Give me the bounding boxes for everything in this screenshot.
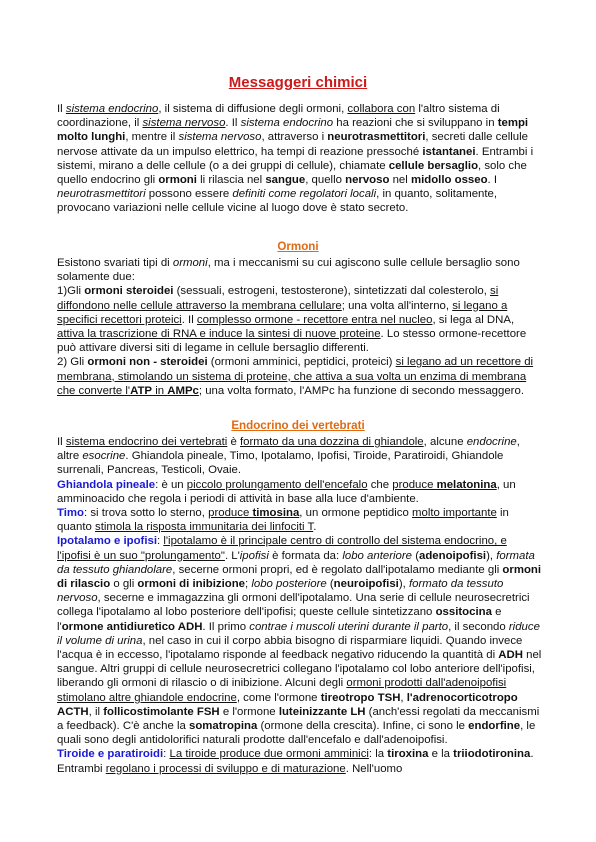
- text: Esistono svariati tipi di: [57, 257, 173, 269]
- text: ),: [486, 549, 497, 562]
- term: ossitocina: [435, 606, 492, 619]
- term: neuroipofisi: [333, 578, 399, 591]
- intro-paragraph: [57, 102, 543, 216]
- term: esocrine: [82, 450, 126, 463]
- term: ormoni di rilascio: [57, 563, 542, 591]
- term: midollo osseo: [410, 174, 488, 187]
- ormoni-section: [57, 256, 543, 398]
- text: (sessuali, estrogeni, testosterone), sintetizzati dal colesterolo,: [173, 285, 491, 298]
- gland-label: Ipotalamo e ipofisi: [57, 535, 157, 548]
- term: endocrine: [466, 436, 517, 448]
- text: , le quali sono degli antidolorifici naturali prodotte dall'encefalo e dall'adenoipofisi.: [57, 720, 536, 747]
- text: li rilascia nel: [196, 174, 266, 187]
- term: timosina: [252, 507, 300, 520]
- text: , in quanto, solitamente, provocano variazioni nelle cellule vicine al luogo dove è stato secreto.: [57, 188, 498, 215]
- term: sistema endocrino: [65, 103, 159, 115]
- text: (ormone della crescita). Infine, ci sono le: [257, 720, 469, 733]
- text: Il: [57, 103, 66, 115]
- text: , un amminoacido che regola i periodi di attività in base alla luce d'ambiente.: [57, 478, 516, 505]
- text: 1)Gli: [57, 285, 85, 298]
- text: , secreti dalle cellule nervose attivate da un impulso elettrico, ha tempi di reazione pressoché: [57, 131, 528, 158]
- term: melatonina: [436, 478, 497, 491]
- term: l'adrenocorticotropo ACTH: [57, 691, 518, 718]
- text: : la: [368, 748, 388, 761]
- term: riduce il volume di urina: [57, 620, 540, 647]
- text: :: [157, 535, 164, 548]
- text: è formata da:: [268, 549, 343, 562]
- text: . Entrambi: [57, 748, 534, 775]
- gland-label: Timo: [57, 507, 85, 520]
- text: . Il primo: [202, 620, 250, 633]
- term: somatropina: [188, 720, 258, 733]
- text: , secerne ormoni propri, ed è regolato dall'ipotalamo mediante gli: [172, 563, 503, 576]
- text: :: [163, 748, 170, 761]
- text: e l': [57, 606, 502, 633]
- text: , secerne e immagazzina gli ormoni dell'ipotalamo. Una serie di cellule neurosecretrici collega l'ipotalamo al lobo posteriore dell'ipofisi; queste cellule sintetizzano: [57, 592, 530, 619]
- text: . Il: [225, 117, 241, 130]
- term: si diffondono nelle cellule attraverso la membrana cellulare: [57, 285, 499, 312]
- term: si legano ad un recettore di membrana, stimolando un sistema di proteine, che attiva a sua volta un enzima di membrana che converte l': [57, 356, 534, 397]
- text: nel: [389, 174, 411, 187]
- text: ),: [398, 578, 409, 591]
- term: formato da tessuto nervoso: [57, 578, 504, 605]
- timo-paragraph: [57, 506, 543, 534]
- term: sistema nervoso: [142, 117, 226, 130]
- text: ;: [245, 578, 252, 591]
- term: ormoni: [172, 257, 208, 269]
- term: ATP: [130, 384, 153, 397]
- endocrino-section: [57, 435, 543, 776]
- term: tiroxina: [387, 748, 429, 761]
- text: , mentre il: [125, 131, 179, 144]
- text: 2) Gli: [57, 356, 88, 369]
- term: sangue: [265, 174, 306, 187]
- text: , nel caso in cui il corpo abbia bisogno di risparmiare liquidi. Quando invece l'acqua è in eccesso, l'ipotalamo risponde al feedback negativo riducendo la quantità di: [57, 634, 523, 662]
- text: : è un: [155, 478, 187, 491]
- term: lobo anteriore: [342, 549, 413, 562]
- text: , alcune: [423, 436, 467, 448]
- text: e la: [428, 748, 454, 761]
- text: , solo che quello endocrino gli: [57, 159, 527, 187]
- term: regolano i processi di sviluppo e di maturazione: [105, 762, 346, 775]
- term: ormoni steroidei: [84, 285, 174, 298]
- term: ormoni prodotti dall'adenoipofisi stimolano altre ghiandole endocrine: [57, 677, 507, 704]
- term: endorfine: [468, 720, 521, 733]
- text: , il secondo: [448, 620, 509, 633]
- text: nel sangue. Altri gruppi di cellule neurosecretrici collegano l'ipotalamo col lobo anteriore dell'ipofisi, liberando gli ormoni di rilascio o di inibizione. Alcuni degli: [57, 649, 542, 690]
- term: formata da tessuto ghiandolare: [57, 549, 535, 576]
- term: triiodotironina: [453, 748, 531, 761]
- term: produce: [208, 507, 253, 520]
- term: adenoipofisi: [419, 549, 487, 562]
- term: attiva la trascrizione di RNA e induce la sintesi di nuove proteine: [57, 328, 381, 341]
- term: piccolo prolungamento dell'encefalo: [186, 478, 368, 491]
- term: ormone antidiuretico ADH: [61, 620, 203, 633]
- text: (ormoni amminici, peptidici, proteici): [207, 356, 396, 369]
- term: si legano a specifici recettori proteici: [57, 299, 508, 326]
- term: definiti come regolatori locali: [232, 188, 377, 201]
- text: . L': [224, 549, 240, 562]
- section-heading-ormoni: Ormoni: [277, 240, 319, 253]
- term: nervoso: [345, 174, 390, 187]
- text: , si lega al DNA,: [432, 313, 515, 326]
- text: ; una volta all'interno,: [341, 299, 453, 312]
- text: , quello: [305, 174, 346, 187]
- text: Il: [57, 436, 66, 448]
- text: , come l'ormone: [236, 691, 321, 704]
- term: produce: [392, 478, 437, 491]
- text: : si trova sotto lo sterno,: [84, 507, 209, 520]
- term: istantanei: [422, 145, 476, 158]
- text: , il sistema di diffusione degli ormoni,: [158, 103, 348, 115]
- text: . I: [487, 174, 498, 187]
- text: ha reazioni che si sviluppano in: [333, 117, 498, 130]
- text: possono essere: [145, 188, 233, 201]
- text: e l'ormone: [219, 705, 279, 718]
- text: ; una volta formato, l'AMPc ha funzione di secondo messaggero.: [198, 384, 524, 397]
- term: ipofisi: [239, 549, 269, 562]
- text: è: [227, 436, 240, 448]
- pineale-paragraph: [57, 478, 543, 506]
- ipotalamo-paragraph: [57, 534, 543, 747]
- term: collabora con: [347, 103, 416, 115]
- term: ormoni non - steroidei: [87, 356, 208, 369]
- text: , attraverso i: [261, 131, 328, 144]
- text: che: [367, 478, 393, 491]
- text: o gli: [110, 578, 138, 591]
- term: sistema nervoso: [178, 131, 262, 144]
- text: , un ormone peptidico: [299, 507, 412, 520]
- ormoni-paragraph-2: [57, 284, 543, 355]
- gland-label: Ghiandola pineale: [57, 478, 156, 491]
- text: l'altro sistema di coordinazione, il: [57, 103, 500, 130]
- term: La tiroide produce due ormoni amminici: [169, 748, 369, 761]
- term: sistema endocrino: [240, 117, 334, 130]
- text: , altre: [57, 436, 520, 463]
- text: . Entrambi i sistemi, mirano a delle cellule (o a dei gruppi di cellule), chiamate: [57, 145, 534, 172]
- term: follicostimolante FSH: [103, 705, 220, 718]
- text: , il: [88, 705, 104, 718]
- ormoni-paragraph-3: [57, 355, 543, 398]
- term: formato da una dozzina di ghiandole: [240, 436, 424, 448]
- term: neurotrasmettitori: [57, 188, 146, 201]
- term: neurotrasmettitori: [327, 131, 426, 144]
- page-title: Messaggeri chimici: [228, 74, 368, 91]
- text: .: [313, 521, 317, 534]
- section-heading-endocrino: Endocrino dei vertebrati: [231, 419, 365, 432]
- text: (: [412, 549, 419, 562]
- term: cellule bersaglio: [388, 159, 479, 172]
- term: complesso ormone - recettore entra nel nucleo: [196, 313, 433, 326]
- text: in quanto: [57, 507, 509, 534]
- term: ormoni: [158, 174, 197, 187]
- term: stimola la risposta immunitaria dei linfociti T: [95, 521, 314, 534]
- text: . Ghiandola pineale, Timo, Ipotalamo, Ipofisi, Tiroide, Paratiroidi, Ghiandole surrenali, Pancreas, Testicoli, Ovaie.: [57, 450, 504, 477]
- term: ormoni di inibizione: [137, 578, 245, 591]
- term: in: [152, 384, 168, 397]
- endocrino-intro: [57, 435, 543, 478]
- term: lobo posteriore: [251, 578, 327, 591]
- term: ADH: [498, 649, 523, 662]
- term: contrae i muscoli uterini durante il parto: [249, 620, 449, 633]
- text: . Lo stesso ormone-recettore può attivare diversi siti di legame in cellule bersaglio differenti.: [57, 328, 527, 355]
- term: luteinizzante LH: [278, 705, 366, 718]
- term: AMPc: [167, 384, 199, 397]
- gland-label: Tiroide e paratiroidi: [57, 748, 164, 761]
- term: l'ipotalamo è il principale centro di controllo del sistema endocrino, e l'ipofisi è un suo "prolungamento": [57, 535, 507, 562]
- text: . Nell'uomo: [345, 762, 403, 775]
- text: (: [326, 578, 334, 591]
- term: tempi molto lunghi: [57, 117, 529, 144]
- term: tireotropo TSH: [320, 691, 401, 704]
- text: (anch'essi regolati da meccanismi a feedback). C'è anche la: [57, 705, 540, 733]
- text: . Il: [181, 313, 197, 326]
- text: , ma i meccanismi su cui agiscono sulle cellule bersaglio sono solamente due:: [57, 257, 520, 284]
- term: sistema endocrino dei vertebrati: [65, 436, 228, 448]
- tiroide-paragraph: [57, 747, 543, 775]
- term: molto importante: [412, 507, 497, 520]
- ormoni-paragraph-1: [57, 256, 543, 284]
- text: ,: [400, 691, 407, 704]
